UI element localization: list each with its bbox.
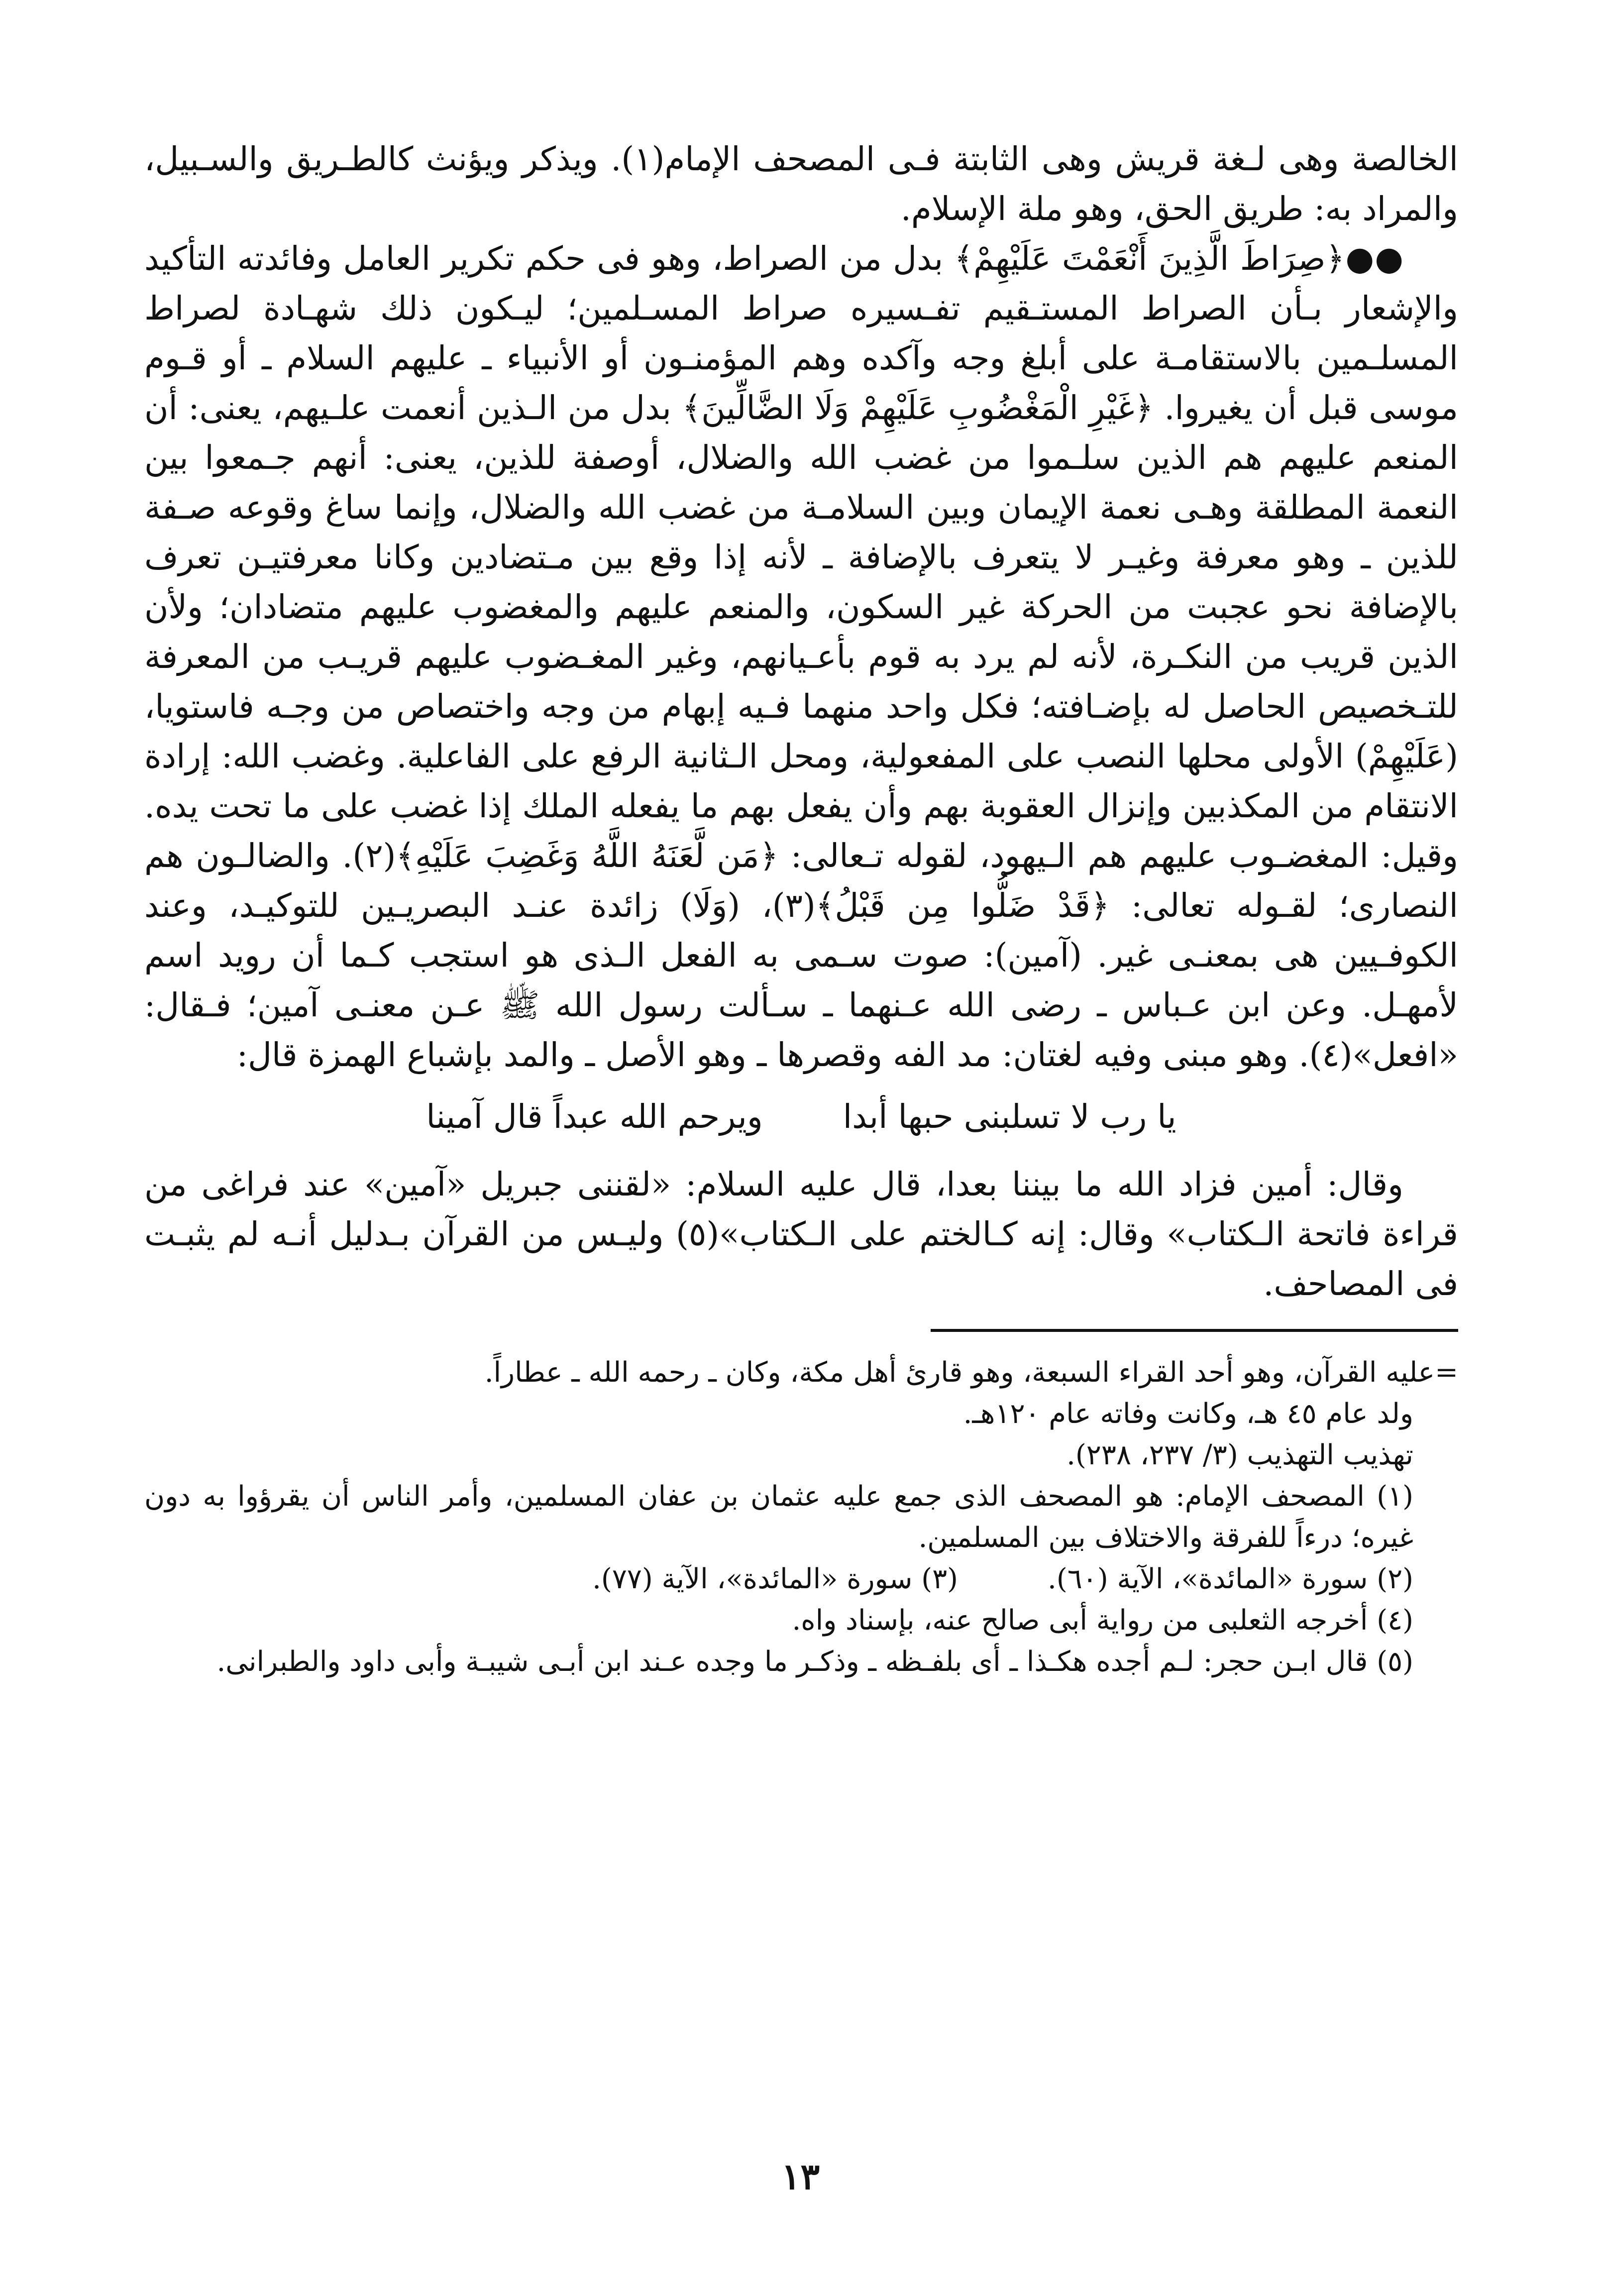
footnotes xyxy=(144,1352,1458,1682)
footnote-divider xyxy=(931,1329,1458,1332)
paragraph-closing: وقال: أمين فزاد الله ما بيننا بعدا، قال عليه السلام: «لقننى جبريل «آمين» عند فراغى من قراءة فاتحة الـكتاب» وقال: إنه كـالختم على الـكتاب»(٥) وليـس من القرآن بـدليل أنـه لم يثبـت فى المصاحف. xyxy=(144,1165,1458,1303)
paragraph-2: ●●﴿صِرَاطَ الَّذِينَ أَنْعَمْتَ عَلَيْهِمْ﴾ بدل من الصراط، وهو فى حكم تكرير العامل وفائدته التأكيد والإشعار بـأن الصراط المستـقيم تفـسيره صراط المسـلمين؛ ليـكون ذلك شهـادة لصراط المسلـمين بالاستقامـة على أبلغ وجه وآكده وهم المؤمنـون أو الأنبياء ـ عليهم السلام ـ أو قـوم موسى قبل أن يغيروا. ﴿غَيْرِ الْمَغْضُوبِ عَلَيْهِمْ وَلَا الضَّالِّينَ﴾ بدل من الـذين أنعمت علـيهم، يعنى: أن المنعم عليهم هم الذين سلـموا من غضب الله والضلال، أوصفة للذين، يعنى: أنهم جـمعوا بين النعمة المطلقة وهـى نعمة الإيمان وبين السلامـة من غضب الله والضلال، وإنما ساغ وقوعه صـفة للذين ـ وهو معرفة وغيـر لا يتعرف بالإضافة ـ لأنه إذا وقع بين مـتضادين وكانا معرفتيـن تعرف بالإضافة نحو عجبت من الحركة غير السكون، والمنعم عليهم والمغضوب عليهم متضادان؛ ولأن الذين قريب من النكـرة، لأنه لم يرد به قوم بأعـيانهم، وغير المغـضوب عليهم قريـب من المعرفة للتـخصيص الحاصل له بإضـافته؛ فكل واحد منهما فـيه إبهام من وجه واختصاص من وجـه فاستويا، (عَلَيْهِمْ) الأولى محلها النصب على المفعولية، ومحل الـثانية الرفع على الفاعلية. وغضب الله: إرادة الانتقام من المكذبين وإنزال العقوبة بهم وأن يفعل بهم ما يفعله الملك إذا غضب على ما تحت يده. وقيل: المغضـوب عليهم هم الـيهود، لقوله تـعالى: ﴿مَن لَّعَنَهُ اللَّهُ وَغَضِبَ عَلَيْهِ﴾(٢). والضالـون هم النصارى؛ لقـوله تعالى: ﴿قَدْ ضَلُّوا مِن قَبْلُ﴾(٣)، (وَلَا) زائدة عنـد البصريـين للتوكيـد، وعند الكوفـيين هى بمعنـى غير. (آمين): صوت سـمى به الفعل الـذى هو استجب كـما أن رويد اسم لأمهـل. وعن ابن عـباس ـ رضى الله عـنهما ـ سـألت رسول الله ﷺ عـن معنـى آمين؛ فـقال: «افعل»(٤). وهو مبنى وفيه لغتان: مد الفه وقصرها ـ وهو الأصل ـ والمد بإشباع الهمزة قال: xyxy=(144,239,1458,1074)
footnote-2: (٢) سورة «المائدة»، الآية (٦٠). xyxy=(1048,1563,1413,1595)
footnote-5: (٥) قال ابـن حجر: لـم أجده هكـذا ـ أى بلفـظه ـ وذكـر ما وجده عـند ابن أبـى شيبـة وأبى داود والطبرانى. xyxy=(216,1645,1413,1678)
footnote-continued-1: =عليه القرآن، وهو أحد القراء السبعة، وهو قارئ أهل مكة، وكان ـ رحمه الله ـ عطاراً. xyxy=(484,1356,1458,1389)
footnote-3: (٣) سورة «المائدة»، الآية (٧٧). xyxy=(592,1563,959,1595)
verse-second-hemistich: ويرحم الله عبداً قال آمينا xyxy=(426,1097,763,1136)
page-content xyxy=(144,134,1458,1682)
paragraph-1: الخالصة وهى لـغة قريش وهى الثابتة فـى المصحف الإمام(١). ويذكر ويؤنث كالطـريق والسـبيل، والمراد به: طريق الحق، وهو ملة الإسلام. xyxy=(144,140,1458,228)
footnote-1: (١) المصحف الإمام: هو المصحف الذى جمع عليه عثمان بن عفان المسلمين، وأمر الناس أن يقرؤوا به دون غيره؛ درءاً للفرقة والاختلاف بين المسلمين. xyxy=(144,1480,1413,1554)
main-text xyxy=(144,134,1458,1080)
footnote-4: (٤) أخرجه الثعلبى من رواية أبى صالح عنه، بإسناد واه. xyxy=(792,1604,1413,1637)
footnote-continued-2: ولد عام ٤٥ هـ، وكانت وفاته عام ١٢٠هـ. xyxy=(963,1398,1413,1430)
footnote-row-2-3 xyxy=(144,1558,1458,1600)
verse-first-hemistich: يا رب لا تسلبنى حبها أبدا xyxy=(843,1097,1176,1136)
poetry-verse xyxy=(144,1092,1458,1142)
page-number: ١٣ xyxy=(781,2155,820,2197)
footnote-continued-3: تهذيب التهذيب (٣/ ٢٣٧، ٢٣٨). xyxy=(1067,1439,1413,1471)
closing-text xyxy=(144,1160,1458,1309)
